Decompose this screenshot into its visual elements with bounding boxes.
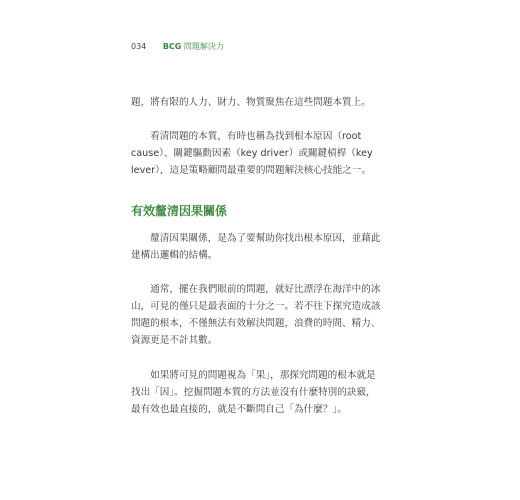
text-line: 通常，擺在我們眼前的問題，就好比漂浮在海洋中的冰 — [131, 284, 381, 295]
text-line: 建構出邏輯的結構。 — [131, 250, 218, 261]
text-line: 如果將可見的問題視為「果」，那探究問題的根本就是 — [131, 370, 376, 381]
page-number: 034 — [131, 42, 147, 51]
text-line: 最有效也最直接的，就是不斷問自己「為什麼？」。 — [131, 404, 347, 415]
running-header — [131, 42, 224, 52]
paragraph-cause-effect — [131, 367, 374, 418]
book-title: 問題解決力 — [183, 42, 224, 51]
text-line: cause）、關鍵驅動因素（key driver）或關鍵槓桿（key — [131, 148, 373, 159]
text-line: 看清問題的本質，有時也稱為找到根本原因（root — [131, 131, 362, 142]
text-line: 問題的根本，不僅無法有效解決問題，浪費的時間、精力、 — [131, 318, 381, 329]
brand-label: BCG — [162, 42, 182, 51]
text-line: 釐清因果關係，是為了要幫助你找出根本原因，並藉此 — [131, 233, 381, 244]
text-line: lever），這是策略顧問最重要的問題解決核心技能之一。 — [131, 165, 371, 176]
paragraph-root-cause — [131, 128, 374, 179]
paragraph-intro — [131, 94, 374, 111]
text-line: 找出「因」。挖掘問題本質的方法並沒有什麼特別的訣竅， — [131, 387, 376, 398]
text-line: 資源更是不計其數。 — [131, 335, 218, 346]
paragraph-iceberg — [131, 281, 381, 349]
text-line: 題，將有限的人力、財力、物質聚焦在這些問題本質上。 — [131, 97, 371, 108]
text-line: 山，可見的僅只是最表面的十分之一。若不往下探究造成該 — [131, 301, 381, 312]
section-heading: 有效釐清因果關係 — [131, 204, 228, 218]
paragraph-causality — [131, 230, 381, 264]
